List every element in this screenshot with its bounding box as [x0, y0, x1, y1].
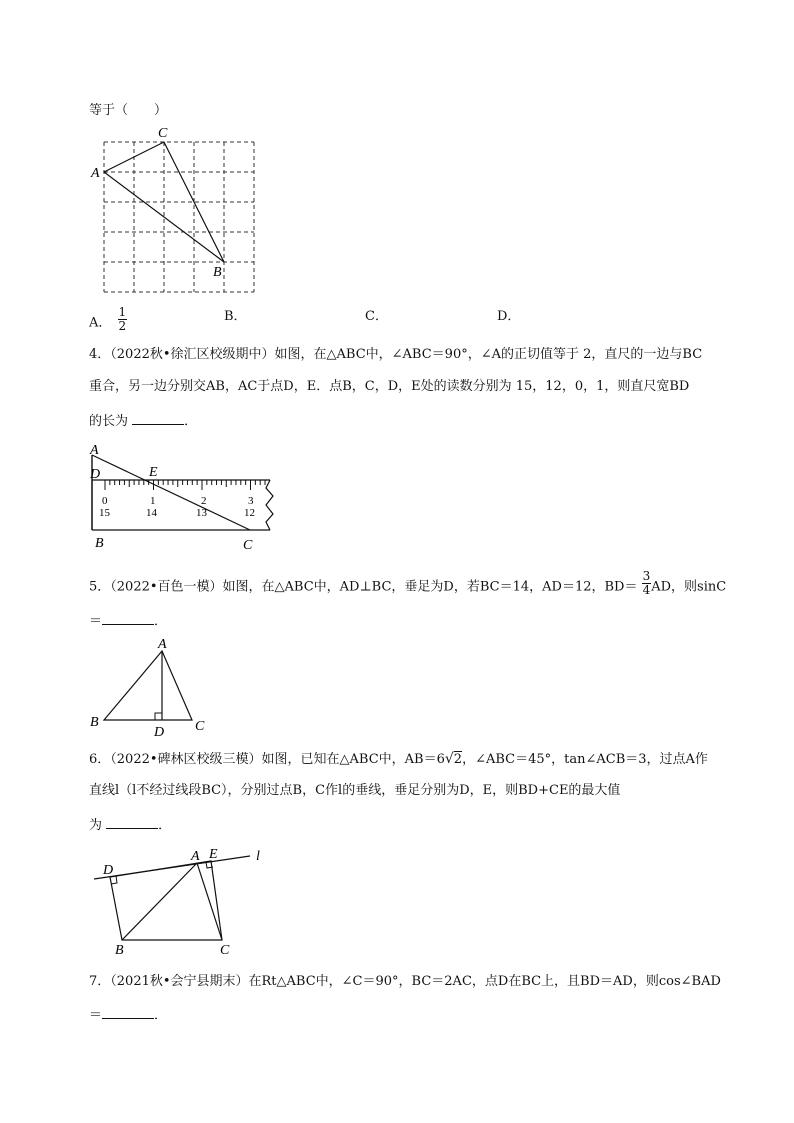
q5-line2-end: ． — [154, 614, 168, 629]
q3-tail: 等于（ ） — [89, 103, 168, 118]
label-l: l — [256, 849, 260, 864]
top-tick-2: 2 — [201, 495, 207, 507]
q7-line2-end: ． — [154, 1008, 168, 1023]
label-a: A — [191, 849, 200, 864]
answer-blank[interactable] — [102, 1006, 154, 1019]
label-d: D — [103, 863, 114, 878]
label-c: C — [220, 943, 230, 958]
top-tick-0: 0 — [102, 495, 108, 507]
label-c: C — [158, 126, 168, 141]
label-b: B — [90, 715, 99, 730]
q5-line1-tail: AD，则sinC — [651, 579, 727, 595]
option-b: B． — [224, 309, 247, 324]
top-tick-1: 1 — [150, 495, 156, 507]
q6-line1-tail: ，∠ABC＝45°，tan∠ACB＝3，过点A作 — [462, 752, 708, 767]
bottom-tick-14: 14 — [146, 507, 157, 519]
q5-line1-text: 5．（2022•百色一模）如图，在△ABC中，AD⊥BC，垂足为D，若BC＝14，AD＝12，BD＝ — [89, 579, 638, 595]
label-d: D — [154, 725, 165, 740]
bottom-tick-15: 15 — [99, 507, 110, 519]
label-c: C — [243, 538, 253, 553]
q4-line1: 4．（2022秋•徐汇区校级期中）如图，在△ABC中，∠ABC＝90°，∠A的正切值等于 2，直尺的一边与BC — [89, 347, 703, 362]
q6-line3-text: 为 — [89, 818, 103, 833]
option-a-denominator: 2 — [118, 318, 127, 333]
q4-line2: 重合，另一边分别交AB，AC于点D，E．点B，C，D，E处的读数分别为 15，12，0，1，则直尺宽BD — [89, 379, 690, 394]
q5-frac-denominator: 4 — [642, 582, 651, 597]
label-a: A — [90, 443, 99, 458]
q4-line3-text: 的长为 — [89, 414, 129, 429]
q7-line2-text: ＝ — [89, 1008, 103, 1023]
q6-line1-text: 6．（2022•碑林区校级三模）如图，已知在△ABC中，AB＝6 — [89, 752, 445, 767]
label-a: A — [158, 637, 167, 652]
label-e: E — [149, 465, 158, 480]
quadrilateral-dbce — [110, 861, 222, 940]
label-b: B — [95, 536, 104, 551]
option-c: C． — [365, 309, 388, 324]
label-e: E — [209, 847, 218, 862]
bottom-tick-13: 13 — [196, 507, 207, 519]
q5-line2-text: ＝ — [89, 614, 103, 629]
label-b: B — [213, 265, 222, 280]
segment-ab — [122, 863, 197, 940]
q4-line3-end: ． — [184, 414, 198, 429]
q7-line1: 7．（2021秋•会宁县期末）在Rt△ABC中，∠C＝90°，BC＝2AC，点D在BC上，且BD＝AD，则cos∠BAD — [89, 974, 721, 989]
q5-frac-numerator: 3 — [642, 569, 651, 583]
label-b: B — [115, 943, 124, 958]
label-a: A — [91, 166, 100, 181]
sqrt-sign: √ — [444, 751, 454, 767]
option-a-letter: A． — [89, 315, 112, 331]
segment-ac — [197, 863, 222, 940]
label-d: D — [90, 467, 101, 482]
q6-line2: 直线l（l不经过线段BC），分别过点B，C作l的垂线，垂足分别为D，E，则BD+CE的最大值 — [89, 783, 621, 798]
bottom-tick-12: 12 — [244, 507, 255, 519]
option-a-numerator: 1 — [118, 305, 127, 319]
label-c: C — [195, 719, 205, 734]
sqrt-argument: 2 — [453, 752, 463, 767]
top-tick-3: 3 — [248, 495, 254, 507]
q7-line2 — [89, 1006, 167, 1022]
q6-line3-end: ． — [158, 818, 172, 833]
option-d: D． — [497, 309, 521, 324]
